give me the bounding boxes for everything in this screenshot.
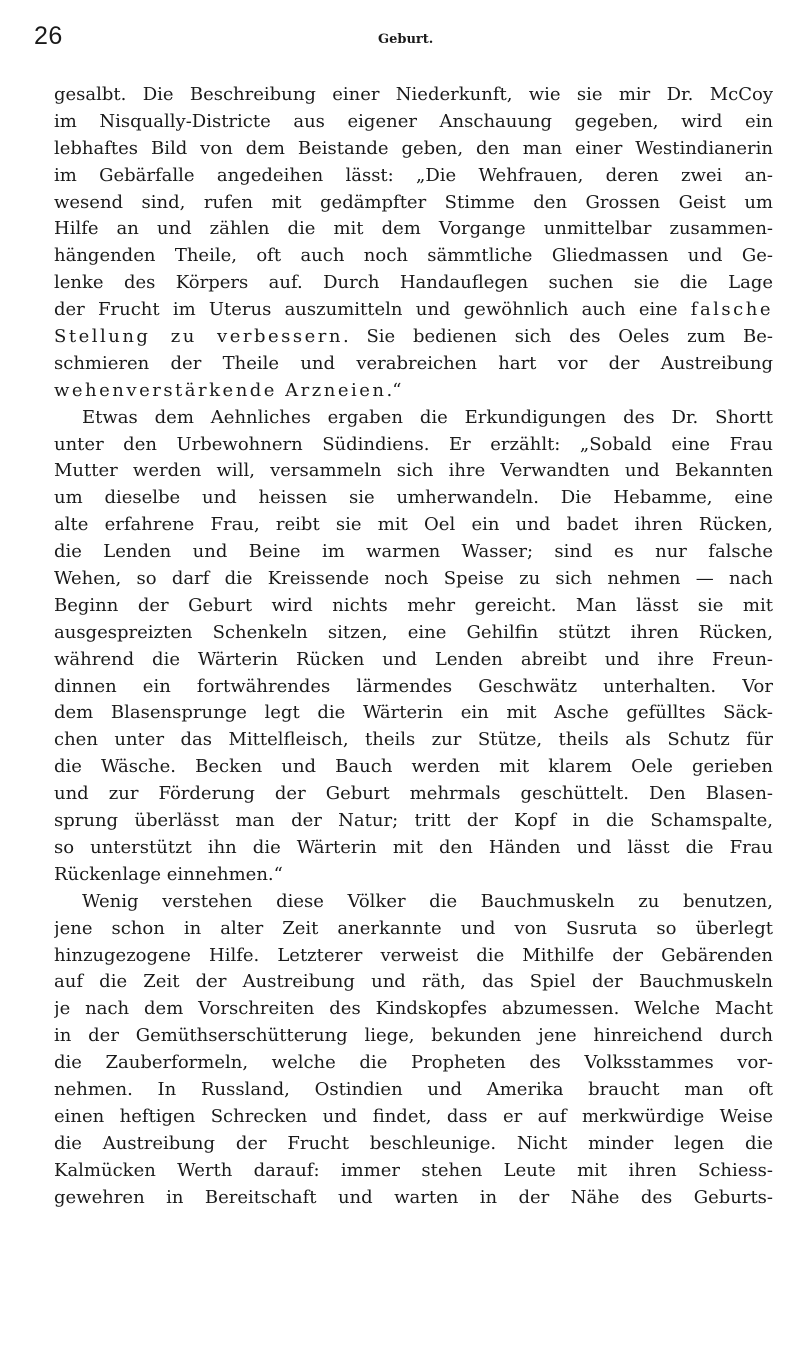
text-line: Rückenlage einnehmen.“ <box>54 863 283 885</box>
text-line: die Lenden und Beine im warmen Wasser; sind es nur falsche <box>54 541 773 563</box>
text-line: Wehen, so darf die Kreissende noch Speise zu sich nehmen — nach <box>54 568 773 590</box>
text-line: Hilfe an und zählen die mit dem Vorgange unmittelbar zusammen- <box>54 218 773 240</box>
text-line: Stellung zu verbessern. Sie bedienen sich des Oeles zum Be- <box>54 326 773 348</box>
text-line: jene schon in alter Zeit anerkannte und von Susruta so überlegt <box>54 917 773 939</box>
text-line: hinzugezogene Hilfe. Letzterer verweist die Mithilfe der Gebärenden <box>54 944 773 966</box>
text-line: chen unter das Mittelfleisch, theils zur Stütze, theils als Schutz für <box>54 729 773 751</box>
text-line: gewehren in Bereitschaft und warten in der Nähe des Geburts- <box>54 1186 773 1208</box>
text-line: Mutter werden will, versammeln sich ihre Verwandten und Bekannten <box>54 460 773 482</box>
text-line: so unterstützt ihn die Wärterin mit den Händen und lässt die Frau <box>54 836 773 858</box>
text-line: gesalbt. Die Beschreibung einer Niederkunft, wie sie mir Dr. McCoy <box>54 84 773 105</box>
text-line: unter den Urbewohnern Südindiens. Er erzählt: „Sobald eine Frau <box>54 433 773 455</box>
emphasis-text: falsche <box>690 299 773 321</box>
text-line: hängenden Theile, oft auch noch sämmtliche Gliedmassen und Ge- <box>54 245 773 267</box>
text-line: lenke des Körpers auf. Durch Handauflegen suchen sie die Lage <box>54 272 773 294</box>
text-line: einen heftigen Schrecken und findet, dass er auf merkwürdige Weise <box>54 1105 773 1127</box>
text-line: um dieselbe und heissen sie umherwandeln. Die Hebamme, eine <box>54 487 773 509</box>
text-line: Wenig verstehen diese Völker die Bauchmuskeln zu benutzen, <box>82 890 773 912</box>
text-line: nehmen. In Russland, Ostindien und Amerika braucht man oft <box>54 1078 773 1100</box>
text-line: lebhaftes Bild von dem Beistande geben, den man einer Westindianerin <box>54 137 773 159</box>
text-line: dinnen ein fortwährendes lärmendes Geschwätz unterhalten. Vor <box>54 675 773 697</box>
text-line: die Wäsche. Becken und Bauch werden mit klarem Oele gerieben <box>54 756 773 778</box>
text-line: Kalmücken Werth darauf: immer stehen Leute mit ihren Schiess- <box>54 1159 773 1181</box>
text-line: Etwas dem Aehnliches ergaben die Erkundigungen des Dr. Shortt <box>82 406 773 428</box>
text-line: wesend sind, rufen mit gedämpfter Stimme den Grossen Geist um <box>54 191 773 213</box>
text-line: auf die Zeit der Austreibung und räth, das Spiel der Bauchmuskeln <box>54 971 773 993</box>
text-line: während die Wärterin Rücken und Lenden abreibt und ihre Freun- <box>54 648 773 670</box>
text-line: Beginn der Geburt wird nichts mehr gereicht. Man lässt sie mit <box>54 594 773 616</box>
text-line: die Austreibung der Frucht beschleunige. Nicht minder legen die <box>54 1132 773 1154</box>
body-text <box>54 82 773 1211</box>
text-line: wehenverstärkende Arzneien.“ <box>54 379 402 401</box>
text-line: im Nisqually-Districte aus eigener Anschauung gegeben, wird ein <box>54 110 773 132</box>
text-line: in der Gemüthserschütterung liege, bekunden jene hinreichend durch <box>54 1025 773 1047</box>
text-line: alte erfahrene Frau, reibt sie mit Oel ein und badet ihren Rücken, <box>54 514 773 536</box>
text-line: dem Blasensprunge legt die Wärterin ein mit Asche gefülltes Säck- <box>54 702 773 724</box>
text-line: und zur Förderung der Geburt mehrmals geschüttelt. Den Blasen- <box>54 783 773 805</box>
page-header <box>34 22 800 62</box>
text-line: je nach dem Vorschreiten des Kindskopfes abzumessen. Welche Macht <box>54 998 773 1020</box>
text-line: der Frucht im Uterus auszumitteln und gewöhnlich auch eine falsche <box>54 299 773 321</box>
text-line: die Zauberformeln, welche die Propheten des Volksstammes vor- <box>54 1052 773 1074</box>
text-line: ausgespreizten Schenkeln sitzen, eine Gehilfin stützt ihren Rücken, <box>54 621 773 643</box>
text-line: im Gebärfalle angedeihen lässt: „Die Wehfrauen, deren zwei an- <box>54 164 773 186</box>
text-line: schmieren der Theile und verabreichen hart vor der Austreibung <box>54 352 773 374</box>
emphasis-text: Stellung zu verbessern <box>54 326 343 348</box>
text-line: sprung überlässt man der Natur; tritt der Kopf in die Schamspalte, <box>54 810 773 832</box>
emphasis-text: wehenverstärkende Arzneien <box>54 379 387 401</box>
page-number: 26 <box>34 22 63 50</box>
running-head: Geburt. <box>378 32 434 47</box>
